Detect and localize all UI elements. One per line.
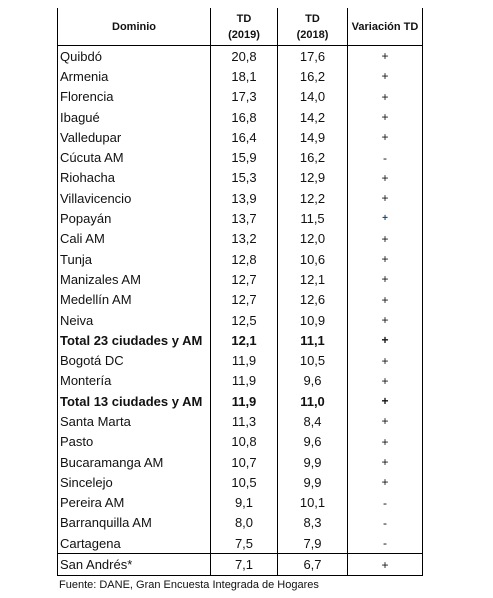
row-domain-name: Total 23 ciudades y AM	[58, 330, 211, 350]
row-domain-name: Total 13 ciudades y AM	[58, 391, 211, 411]
table-row	[58, 208, 423, 228]
table-row	[58, 229, 423, 249]
row-td-2018: 14,2	[278, 107, 348, 127]
table-row	[58, 310, 423, 330]
table-row	[58, 391, 423, 411]
row-td-2019: 15,9	[211, 147, 278, 167]
row-td-2018: 10,9	[278, 310, 348, 330]
row-td-2018: 14,9	[278, 127, 348, 147]
row-domain-name: Bogotá DC	[58, 350, 211, 370]
row-variation-sign: +	[348, 107, 423, 127]
row-td-2019: 11,9	[211, 391, 278, 411]
row-variation-sign: +	[348, 290, 423, 310]
table-row	[58, 168, 423, 188]
row-td-2019: 10,5	[211, 472, 278, 492]
row-variation-sign: +	[348, 269, 423, 289]
row-domain-name: Cúcuta AM	[58, 147, 211, 167]
row-domain-name: Montería	[58, 371, 211, 391]
row-td-2019: 12,7	[211, 269, 278, 289]
unemployment-table	[57, 8, 423, 576]
row-variation-sign: +	[348, 66, 423, 86]
row-td-2019: 10,8	[211, 432, 278, 452]
header-td-2018-label: TD	[305, 12, 320, 25]
row-domain-name: Manizales AM	[58, 269, 211, 289]
source-note: Fuente: DANE, Gran Encuesta Integrada de Hogares	[59, 578, 319, 591]
row-td-2019: 17,3	[211, 87, 278, 107]
table-row	[58, 249, 423, 269]
row-td-2018: 9,9	[278, 472, 348, 492]
row-variation-sign: +	[348, 208, 423, 228]
row-variation-sign: +	[348, 330, 423, 350]
table-row	[58, 330, 423, 350]
table-row	[58, 411, 423, 431]
row-td-2019: 13,2	[211, 229, 278, 249]
row-domain-name: Cartagena	[58, 533, 211, 554]
row-td-2019: 9,1	[211, 493, 278, 513]
row-variation-sign: +	[348, 188, 423, 208]
header-domain: Dominio	[58, 8, 211, 46]
table-row	[58, 188, 423, 208]
row-td-2019: 16,8	[211, 107, 278, 127]
row-td-2018: 9,6	[278, 432, 348, 452]
row-td-2018: 6,7	[278, 554, 348, 575]
row-variation-sign: +	[348, 472, 423, 492]
row-variation-sign: -	[348, 493, 423, 513]
row-td-2018: 12,6	[278, 290, 348, 310]
row-domain-name: Riohacha	[58, 168, 211, 188]
row-td-2019: 20,8	[211, 46, 278, 67]
row-td-2018: 9,6	[278, 371, 348, 391]
row-domain-name: Neiva	[58, 310, 211, 330]
row-domain-name: Valledupar	[58, 127, 211, 147]
row-td-2018: 16,2	[278, 66, 348, 86]
row-td-2019: 18,1	[211, 66, 278, 86]
row-domain-name: Bucaramanga AM	[58, 452, 211, 472]
row-td-2018: 12,2	[278, 188, 348, 208]
row-td-2018: 8,3	[278, 513, 348, 533]
row-td-2018: 8,4	[278, 411, 348, 431]
row-td-2019: 10,7	[211, 452, 278, 472]
row-domain-name: Popayán	[58, 208, 211, 228]
row-domain-name: Ibagué	[58, 107, 211, 127]
table-row	[58, 493, 423, 513]
row-td-2018: 17,6	[278, 46, 348, 67]
row-variation-sign: +	[348, 46, 423, 67]
row-td-2019: 11,9	[211, 371, 278, 391]
row-td-2019: 11,9	[211, 350, 278, 370]
row-td-2018: 11,0	[278, 391, 348, 411]
table-row	[58, 127, 423, 147]
row-variation-sign: +	[348, 432, 423, 452]
table-row	[58, 46, 423, 67]
row-domain-name: Pereira AM	[58, 493, 211, 513]
row-td-2018: 12,0	[278, 229, 348, 249]
row-td-2018: 12,1	[278, 269, 348, 289]
table-row	[58, 66, 423, 86]
row-variation-sign: +	[348, 127, 423, 147]
row-domain-name: Medellín AM	[58, 290, 211, 310]
row-td-2019: 13,9	[211, 188, 278, 208]
row-variation-sign: +	[348, 554, 423, 575]
row-variation-sign: +	[348, 452, 423, 472]
row-td-2018: 10,5	[278, 350, 348, 370]
header-td-2019-label: TD	[236, 12, 252, 25]
row-variation-sign: -	[348, 533, 423, 554]
row-td-2018: 11,1	[278, 330, 348, 350]
header-td-2018	[278, 8, 348, 46]
row-td-2019: 12,8	[211, 249, 278, 269]
header-td-2019	[211, 8, 278, 46]
table-row	[58, 513, 423, 533]
row-variation-sign: +	[348, 391, 423, 411]
row-variation-sign: +	[348, 87, 423, 107]
row-variation-sign: +	[348, 350, 423, 370]
row-td-2018: 16,2	[278, 147, 348, 167]
row-domain-name: Armenia	[58, 66, 211, 86]
row-td-2019: 12,5	[211, 310, 278, 330]
row-td-2019: 7,5	[211, 533, 278, 554]
row-variation-sign: +	[348, 310, 423, 330]
row-td-2018: 10,1	[278, 493, 348, 513]
row-td-2019: 12,1	[211, 330, 278, 350]
header-variation: Variación TD	[348, 8, 423, 46]
table-row	[58, 350, 423, 370]
row-td-2018: 12,9	[278, 168, 348, 188]
row-domain-name: Barranquilla AM	[58, 513, 211, 533]
table-row	[58, 371, 423, 391]
unemployment-table-container	[57, 8, 422, 591]
row-variation-sign: +	[348, 371, 423, 391]
row-variation-sign: -	[348, 513, 423, 533]
row-domain-name: Sincelejo	[58, 472, 211, 492]
row-td-2019: 11,3	[211, 411, 278, 431]
table-row	[58, 107, 423, 127]
row-td-2018: 10,6	[278, 249, 348, 269]
row-domain-name: Cali AM	[58, 229, 211, 249]
header-td-2019-year: (2019)	[228, 28, 260, 41]
table-body	[58, 46, 423, 576]
table-row	[58, 554, 423, 575]
row-td-2018: 7,9	[278, 533, 348, 554]
table-row	[58, 472, 423, 492]
row-td-2019: 7,1	[211, 554, 278, 575]
row-td-2019: 8,0	[211, 513, 278, 533]
table-header-row	[58, 8, 423, 46]
table-row	[58, 87, 423, 107]
row-domain-name: Tunja	[58, 249, 211, 269]
row-td-2018: 11,5	[278, 208, 348, 228]
row-variation-sign: -	[348, 147, 423, 167]
row-variation-sign: +	[348, 168, 423, 188]
row-domain-name: Pasto	[58, 432, 211, 452]
row-domain-name: San Andrés*	[58, 554, 211, 575]
row-domain-name: Quibdó	[58, 46, 211, 67]
table-row	[58, 533, 423, 554]
row-td-2019: 13,7	[211, 208, 278, 228]
row-domain-name: Florencia	[58, 87, 211, 107]
row-td-2019: 12,7	[211, 290, 278, 310]
row-td-2019: 16,4	[211, 127, 278, 147]
table-row	[58, 147, 423, 167]
row-td-2018: 9,9	[278, 452, 348, 472]
table-row	[58, 432, 423, 452]
header-td-2018-year: (2018)	[296, 28, 329, 41]
row-variation-sign: +	[348, 411, 423, 431]
row-td-2019: 15,3	[211, 168, 278, 188]
row-variation-sign: +	[348, 229, 423, 249]
row-variation-sign: +	[348, 249, 423, 269]
table-row	[58, 269, 423, 289]
row-domain-name: Villavicencio	[58, 188, 211, 208]
row-domain-name: Santa Marta	[58, 411, 211, 431]
row-td-2018: 14,0	[278, 87, 348, 107]
table-row	[58, 452, 423, 472]
table-row	[58, 290, 423, 310]
